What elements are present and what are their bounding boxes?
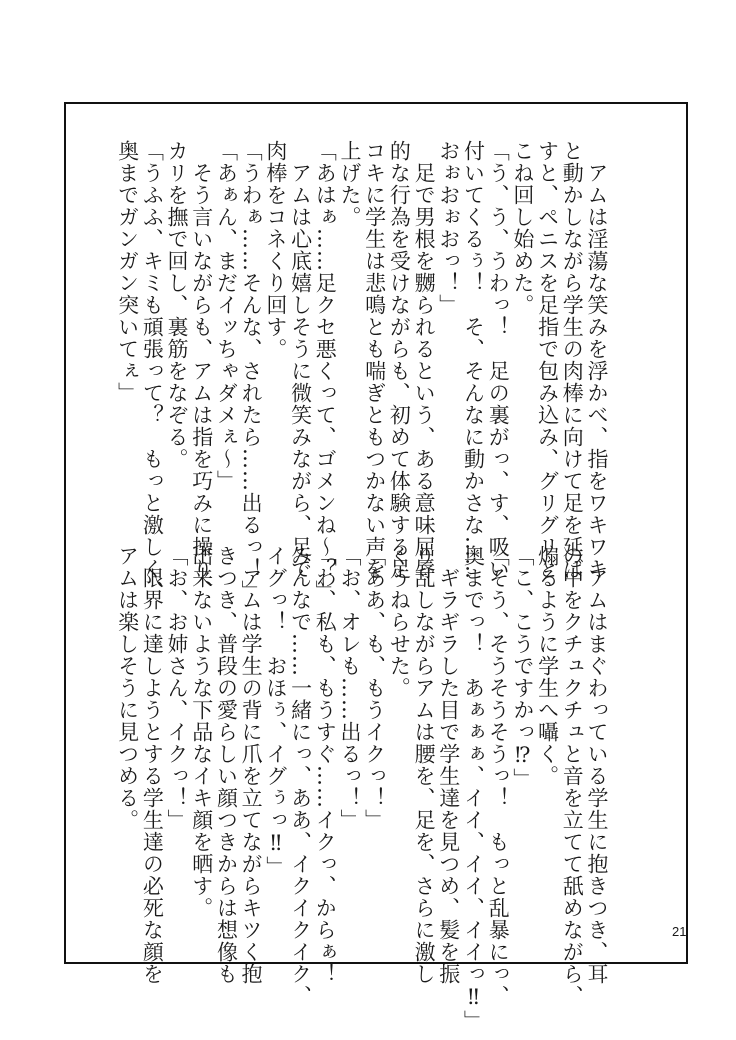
bottom-text-block (114, 545, 609, 1032)
text-line: 「ああ、も、もうイクっ！」 (362, 545, 387, 831)
text-line: 限界に達しようとする学生達の必死な顔を (140, 545, 165, 985)
text-line: 煽るように学生へ囁く。 (535, 545, 560, 787)
text-line: 奥までガンガン突いてぇ」 (115, 140, 140, 404)
text-line: イグっ！ おほぅ、イグぅっ‼」 (263, 545, 288, 878)
text-line: おぉおぉおっ！」 (436, 140, 461, 316)
text-line: 「お、お姉さん、イクっ！」 (165, 545, 190, 831)
text-line: 「あぁん、まだイッちゃダメぇ～」 (214, 140, 239, 492)
text-line: 「こ、こうですかっ⁉」 (510, 545, 535, 790)
text-line: みんなで……一緒にっ、ああ、イクイクイク、 (288, 545, 313, 1007)
text-line: 「そう、そうそうそうっ！ もっと乱暴にっ、 (486, 545, 511, 1007)
text-line: 付いてくるぅ！ そ、そんなに動かさな…… (461, 140, 486, 580)
text-line: アムは楽しそうに見つめる。 (115, 545, 140, 831)
text-line: 的な行為を受けながらも、初めて体験する足 (387, 140, 412, 580)
text-line: アムは淫蕩な笑みを浮かべ、指をワキワキ (585, 140, 609, 580)
text-line: こね回し始めた。 (510, 140, 535, 316)
text-line: の中をクチュクチュと音を立てて舐めながら、 (560, 545, 585, 1007)
text-line: と動かしながら学生の肉棒に向けて足を延ば (560, 140, 585, 580)
text-line: アムはまぐわっている学生に抱きつき、耳 (585, 545, 609, 985)
text-line: アムは学生の背に爪を立てながらキツく抱 (239, 545, 264, 985)
text-line: り乱しながらアムは腰を、足を、さらに激し (412, 545, 437, 985)
top-text-block (114, 140, 609, 602)
text-line: 肉棒をコネくり回す。 (263, 140, 288, 360)
text-line: コキに学生は悲鳴とも喘ぎともつかない声を (362, 140, 387, 580)
text-line: 奥までっ！ あぁぁぁ、イイ、イイ、イイっ‼」 (461, 545, 486, 1032)
text-line: 「うわぁ……そんな、されたら……出るっ！」 (239, 140, 264, 602)
text-line: きつき、普段の愛らしい顔つきからは想像も (214, 545, 239, 985)
text-line: 足で男根を嬲られるという、ある意味屈辱 (412, 140, 437, 580)
text-line: 「あはぁ……足クセ悪くって、ゴメンね～？」 (313, 140, 338, 602)
text-line: そう言いながらも、アムは指を巧みに操り、 (189, 140, 214, 602)
text-line: 「お、オレも……出るっ！」 (337, 545, 362, 831)
text-line: 「わ、私も、もうすぐ……イクっ、からぁ！ (313, 545, 338, 985)
text-line: アムは心底嬉しそうに微笑みながら、足で (288, 140, 313, 580)
text-line: すと、ペニスを足指で包み込み、グリグリと (535, 140, 560, 580)
text-line: 「う、う、うわっ！ 足の裏がっ、す、吸い (486, 140, 511, 580)
text-line: 出来ないような下品なイキ顔を晒す。 (189, 545, 214, 919)
page-number: 21 (672, 924, 687, 939)
text-line: カリを撫で回し、裏筋をなぞる。 (165, 140, 190, 470)
text-line: 「うふふ、キミも頑張って？ もっと激しく、 (140, 140, 165, 602)
text-line: くうねらせた。 (387, 545, 412, 699)
text-line: ギラギラした目で学生達を見つめ、髪を振 (436, 545, 461, 985)
text-line: 上げた。 (337, 140, 362, 228)
